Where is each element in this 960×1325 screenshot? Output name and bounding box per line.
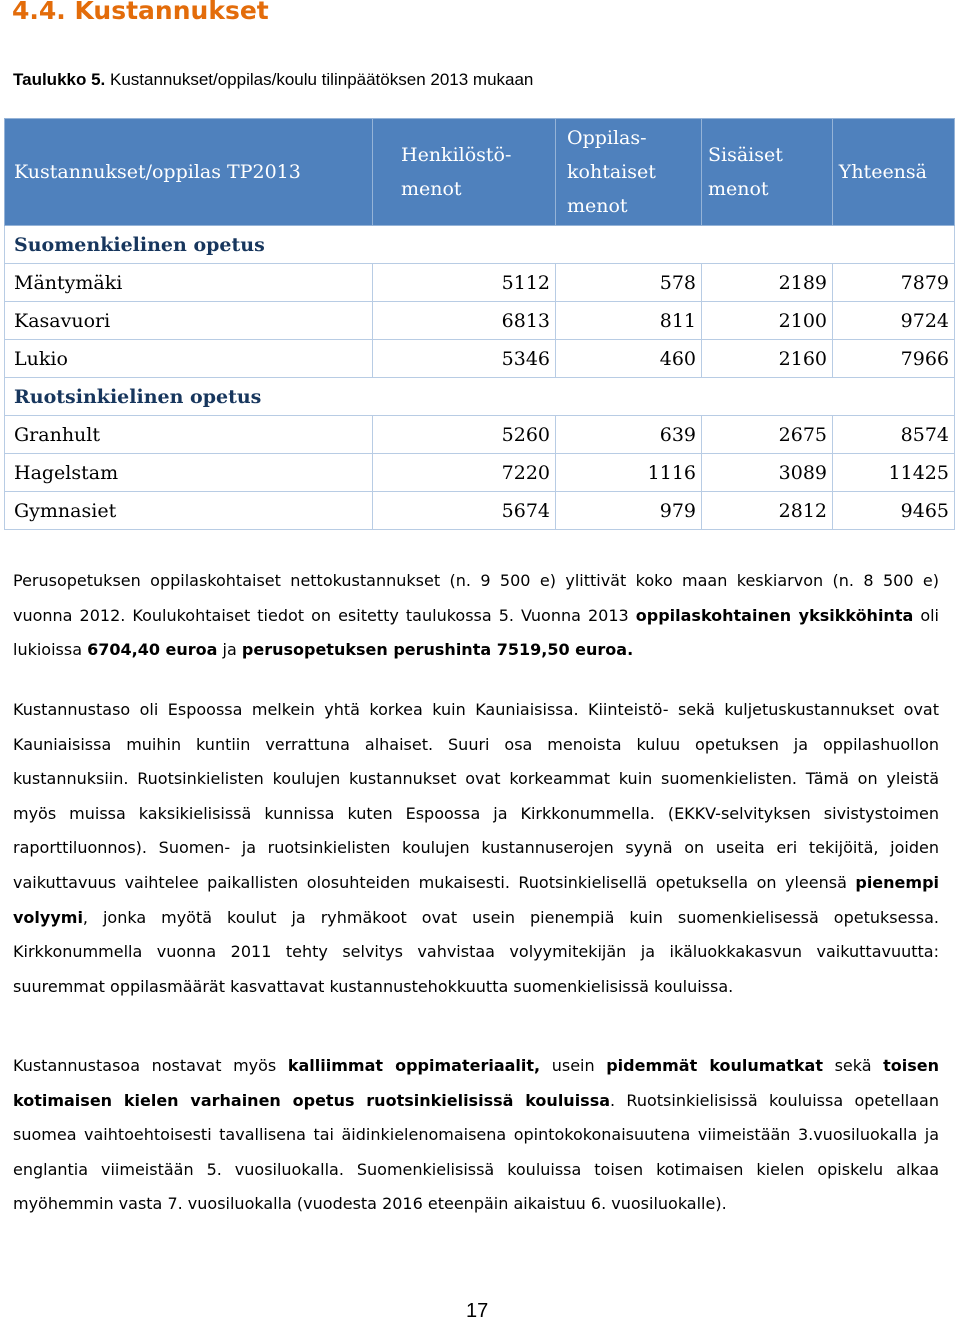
table-caption [13,70,533,90]
p3-bold-2: pidemmät koulumatkat [606,1056,823,1075]
p3-text-4: . Ruotsinkielisissä kouluissa opetellaan suomea vaihtoehtoisesti tavallisena tai äidinkielenomaisena opintokokonaisuutena viimeistään 3.vuosiluokalla ja englantia viimeistään 5. vuosiluokalla. Suomenkielisissä kouluissa toisen kotimaisen kielen opiskelu alkaa myöhemmin vasta 7. vuosiluokalla (vuodesta 2016 eteenpäin aikaistuu 6. vuosiluokalle). [13,1090,939,1214]
table-row [5,416,955,454]
header-henkilostomenot-line1: Henkilöstö- [401,144,512,166]
p2-text-1: Kustannustaso oli Espoossa melkein yhtä korkea kuin Kauniaisissa. Kiinteistö- sekä kuljetuskustannukset ovat Kauniaisissa muihin kuntiin verrattuna alhaiset. Suuri osa menoista kuluu opetuksen ja oppilashuollon kustannuksiin. Ruotsinkielisten koulujen kustannukset ovat korkeammat kuin suomenkielisten. Tämä on yleistä myös muissa kaksikielisissä kunnissa kuten Espoossa ja Kirkkonummella. (EKKV-selvityksen sivistystoimen raporttiluonnos). Suomen- ja ruotsinkielisten koulujen kustannuserojen syynä on useita eri tekijöitä, joiden vaikuttavuus vaihtelee paikallisten olosuhteiden mukaisesti. Ruotsinkielisellä opetuksella on yleensä [13,700,939,892]
yhteensa-value: 8574 [833,416,955,454]
table-row [5,264,955,302]
yhteensa-value: 7966 [833,340,955,378]
header-oppilaskohtaiset-line3: menot [567,195,628,217]
school-name: Granhult [5,416,373,454]
p3-bold-3: toisen kotimaisen kielen varhainen opetus ruotsinkielisissä kouluissa [13,1056,940,1110]
header-kustannukset: Kustannukset/oppilas TP2013 [5,119,373,226]
henkilosto-value: 5346 [373,340,556,378]
page-number: 17 [466,1300,489,1322]
oppilas-value: 578 [556,264,702,302]
header-sisaiset-menot-line1: Sisäiset [708,144,783,166]
table-row [5,340,955,378]
henkilosto-value: 6813 [373,302,556,340]
sisaiset-value: 2160 [702,340,833,378]
yhteensa-value: 9724 [833,302,955,340]
header-yhteensa: Yhteensä [833,119,955,226]
paragraph-cost-level [13,693,939,1004]
p1-bold-3: perusopetuksen perushinta 7519,50 euroa. [241,640,634,660]
group-label: Ruotsinkielinen opetus [5,378,955,416]
group-label: Suomenkielinen opetus [5,226,955,264]
group-row-ruotsinkielinen [5,378,955,416]
henkilosto-value: 7220 [373,454,556,492]
p2-text-2: , jonka myötä koulut ja ryhmäkoot ovat usein pienempiä kuin suomenkielisessä opetuksessa. Kirkkonummella vuonna 2011 tehty selvitys vahvistaa volyymitekijän ja ikäluokkakasvun vaikuttavuutta: suuremmat oppilasmäärät kasvattavat kustannustehokkuutta suomenkielisissä kouluissa. [13,907,939,996]
sisaiset-value: 2675 [702,416,833,454]
p3-text-3: sekä [823,1056,884,1075]
henkilosto-value: 5674 [373,492,556,530]
table-header-row [5,119,955,226]
yhteensa-value: 11425 [833,454,955,492]
henkilosto-value: 5112 [373,264,556,302]
p1-text-2: oli lukioissa [13,605,939,660]
section-heading: 4.4. Kustannukset [12,0,269,25]
paragraph-net-costs [13,564,939,668]
school-name: Hagelstam [5,454,373,492]
oppilas-value: 639 [556,416,702,454]
school-name: Gymnasiet [5,492,373,530]
header-oppilaskohtaiset-line1: Oppilas- [567,127,647,149]
table-caption-label: Taulukko 5. [13,70,106,89]
oppilas-value: 460 [556,340,702,378]
paragraph-cost-factors [13,1049,939,1222]
p1-bold-1: oppilaskohtainen yksikköhinta [635,605,914,625]
table-row [5,454,955,492]
header-oppilaskohtaiset-line2: kohtaiset [567,161,656,183]
p1-text-3: ja [217,640,242,660]
table-row [5,492,955,530]
school-name: Mäntymäki [5,264,373,302]
header-henkilostomenot [373,119,556,226]
p3-text-1: Kustannustasoa nostavat myös [13,1056,288,1075]
oppilas-value: 1116 [556,454,702,492]
costs-table [4,118,955,530]
header-oppilaskohtaiset [556,119,702,226]
p3-bold-1: kalliimmat oppimateriaalit, [287,1056,541,1075]
p1-bold-2: 6704,40 euroa [87,640,218,660]
sisaiset-value: 2812 [702,492,833,530]
oppilas-value: 811 [556,302,702,340]
school-name: Kasavuori [5,302,373,340]
p2-bold-1: pienempi volyymi [13,872,939,927]
header-sisaiset-menot-line2: menot [708,178,769,200]
yhteensa-value: 9465 [833,492,955,530]
henkilosto-value: 5260 [373,416,556,454]
header-henkilostomenot-line2: menot [401,178,462,200]
school-name: Lukio [5,340,373,378]
sisaiset-value: 2100 [702,302,833,340]
yhteensa-value: 7879 [833,264,955,302]
header-sisaiset-menot [702,119,833,226]
group-row-suomenkielinen [5,226,955,264]
sisaiset-value: 2189 [702,264,833,302]
p3-text-2: usein [540,1056,607,1075]
sisaiset-value: 3089 [702,454,833,492]
table-caption-text: Kustannukset/oppilas/koulu tilinpäätöksen 2013 mukaan [105,70,534,89]
p1-text-1: Perusopetuksen oppilaskohtaiset nettokustannukset (n. 9 500 e) ylittivät koko maan keskiarvon (n. 8 500 e) vuonna 2012. Koulukohtaiset tiedot on esitetty taulukossa 5. Vuonna 2013 [13,571,939,625]
table-row [5,302,955,340]
oppilas-value: 979 [556,492,702,530]
